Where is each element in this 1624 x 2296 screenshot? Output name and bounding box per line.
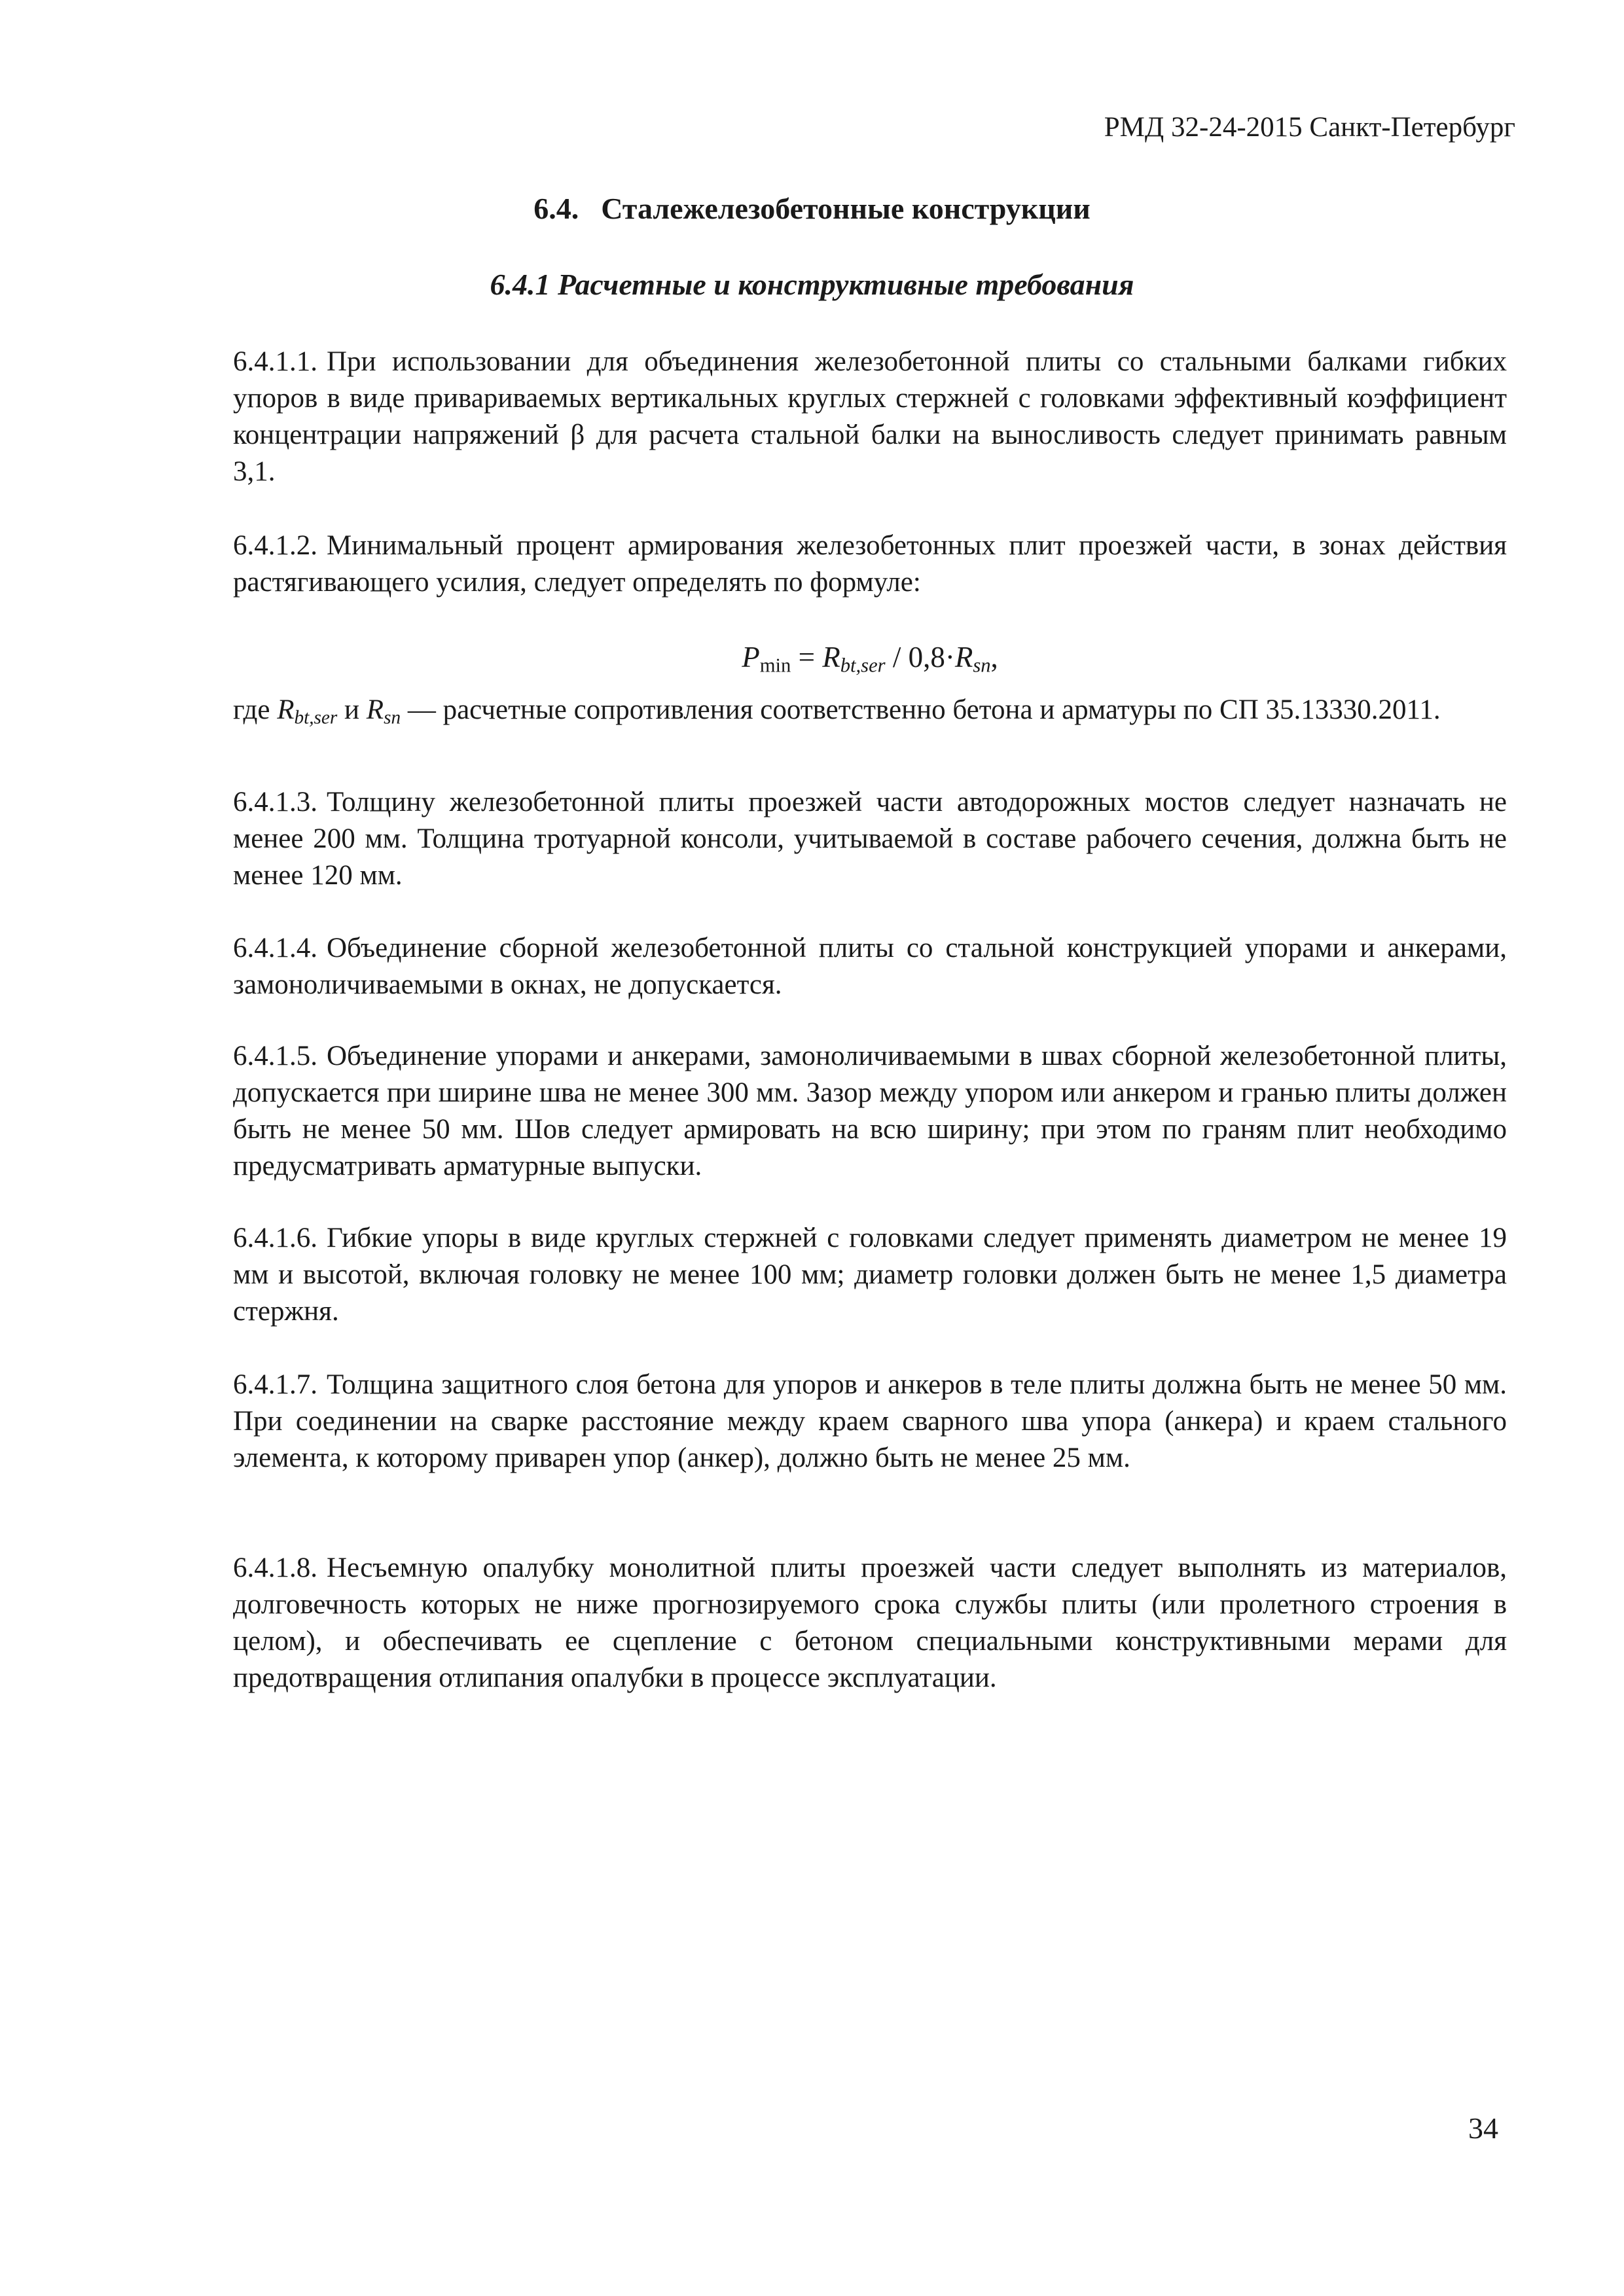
where-and: и <box>337 694 367 725</box>
paragraph-number: 6.4.1.5. <box>233 1041 317 1071</box>
subsection-heading: 6.4.1 Расчетные и конструктивные требования <box>490 268 1134 301</box>
paragraph-number: 6.4.1.6. <box>233 1223 317 1253</box>
paragraph-text: Объединение упорами и анкерами, замоноличиваемыми в швах сборной железобетонной плиты, допускается при ширине шва не менее 300 мм. Зазор между упором или анкером и гранью плиты должен быть не менее 50 мм. Шов следует армировать на всю ширину; при этом по граням плит необходимо предусматривать арматурные выпуски. <box>233 1041 1507 1181</box>
paragraph-number: 6.4.1.2. <box>233 530 317 561</box>
paragraph-number: 6.4.1.7. <box>233 1369 317 1400</box>
where-r2: R <box>366 694 384 725</box>
paragraph-text: Объединение сборной железобетонной плиты со стальной конструкцией упорами и анкерами, замоноличиваемыми в окнах, не допускается. <box>233 933 1507 1000</box>
formula <box>233 639 1507 675</box>
paragraph-number: 6.4.1.4. <box>233 933 317 963</box>
where-r1: R <box>277 694 295 725</box>
paragraph-text: Толщина защитного слоя бетона для упоров и анкеров в теле плиты должна быть не менее 50 мм. При соединении на сварке расстояние между краем сварного шва упора (анкера) и краем стального элемента, к которому приварен упор (анкер), должно быть не менее 25 мм. <box>233 1369 1507 1473</box>
formula-equals: = <box>791 641 823 673</box>
formula-tail: , <box>990 641 998 673</box>
where-lead: где <box>233 694 278 725</box>
formula-r1: R <box>822 641 840 673</box>
paragraph-text: Несъемную опалубку монолитной плиты проезжей части следует выполнять из материалов, долговечность которых не ниже прогнозируемого срока службы плиты (или пролетного строения в целом), и обеспечивать ее сцепление с бетоном специальными конструктивными мерами для предотвращения отлипания опалубки в процессе эксплуатации. <box>233 1552 1507 1693</box>
formula-lhs-sub: min <box>759 654 791 677</box>
paragraph-6-4-1-6 <box>233 1220 1507 1330</box>
formula-r1-sub: bt,ser <box>840 654 886 677</box>
paragraph-number: 6.4.1.1. <box>233 346 317 377</box>
paragraph-6-4-1-5 <box>233 1038 1507 1185</box>
section-title: Сталежелезобетонные конструкции <box>601 192 1091 225</box>
section-heading <box>0 191 1624 226</box>
paragraph-number: 6.4.1.8. <box>233 1552 317 1583</box>
paragraph-6-4-1-2 <box>233 528 1507 601</box>
paragraph-number: 6.4.1.3. <box>233 787 317 817</box>
formula-lhs: P <box>742 641 760 673</box>
paragraph-6-4-1-8 <box>233 1550 1507 1696</box>
paragraph-text: Толщину железобетонной плиты проезжей части автодорожных мостов следует назначать не менее 200 мм. Толщина тротуарной консоли, учитываемой в составе рабочего сечения, должна быть не менее 120 мм. <box>233 787 1507 891</box>
paragraph-6-4-1-4 <box>233 930 1507 1003</box>
paragraph-6-4-1-1 <box>233 344 1507 490</box>
paragraph-text: Гибкие упоры в виде круглых стержней с головками следует применять диаметром не менее 19 мм и высотой, включая головку не менее 100 мм; диаметр головки должен быть не менее 1,5 диаметра стержня. <box>233 1223 1507 1327</box>
formula-r2: R <box>954 641 973 673</box>
formula-r2-sub: sn <box>973 654 991 677</box>
paragraph-text: При использовании для объединения железобетонной плиты со стальными балками гибких упоров в виде привариваемых вертикальных круглых стержней с головками эффективный коэффициент концентрации напряжений β для расчета стальной балки на выносливость следует принимать равным 3,1. <box>233 346 1507 487</box>
section-number: 6.4. <box>533 192 579 225</box>
formula-mid: / 0,8· <box>885 641 955 673</box>
formula-where <box>233 692 1507 728</box>
paragraph-text: Минимальный процент армирования железобетонных плит проезжей части, в зонах действия растягивающего усилия, следует определять по формуле: <box>233 530 1507 598</box>
page-number: 34 <box>1468 2111 1498 2145</box>
where-r1-sub: bt,ser <box>294 707 338 728</box>
paragraph-6-4-1-7 <box>233 1367 1507 1477</box>
paragraph-6-4-1-3 <box>233 784 1507 894</box>
where-rest: — расчетные сопротивления соответственно бетона и арматуры по СП 35.13330.2011. <box>401 694 1441 725</box>
where-r2-sub: sn <box>384 707 401 728</box>
document-header: РМД 32-24-2015 Санкт-Петербург <box>1104 112 1515 143</box>
